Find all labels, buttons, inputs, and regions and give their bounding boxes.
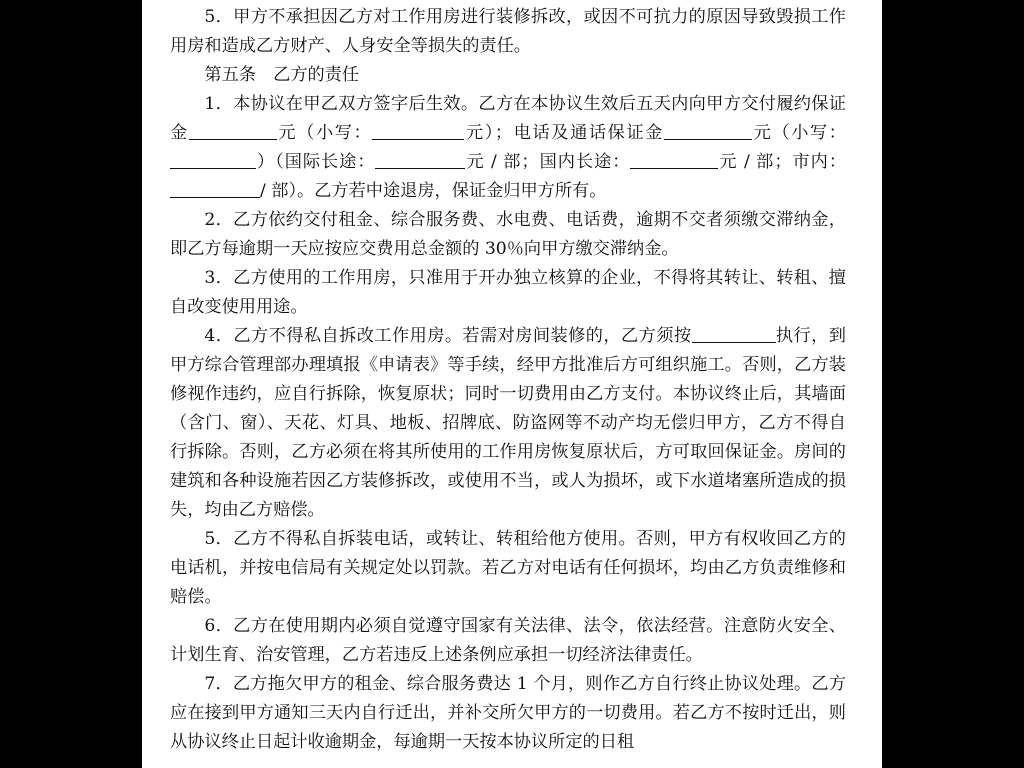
blank-field-procedure: [692, 325, 776, 343]
clause-b-2: 2．乙方依约交付租金、综合服务费、水电费、电话费，逾期不交者须缴交滞纳金，即乙方每逾期一天应按应交费用总金额的 30％向甲方缴交滞纳金。: [170, 210, 846, 259]
clause-b-4: [170, 322, 846, 525]
blank-field-local: [170, 180, 260, 198]
clause-b-4-text-2: 执行，到甲方综合管理部办理填报《申请表》等手续，经甲方批准后方可组织施工。否则，乙方装修视作违约，应自行拆除，恢复原状；同时一切费用由乙方支付。本协议终止后，其墙面（含门、窗）、天花、灯具、地板、招牌底、防盗网等不动产均无偿归甲方，乙方不得自行拆除。否则，乙方必须在将其所使用的工作用房恢复原状后，方可取回保证金。房间的建筑和各种设施若因乙方装修拆改，或使用不当，或人为损坏，或下水道堵塞所造成的损失，均由乙方赔偿。: [170, 326, 846, 520]
clause-b-5: 5．乙方不得私自拆装电话，或转让、转租给他方使用。否则，甲方有权收回乙方的电话机，并按电信局有关规定处以罚款。若乙方对电话有任何损坏，均由乙方负责维修和赔偿。: [170, 529, 846, 607]
clause-b-1-text-5: ）（国际长途：: [256, 152, 376, 172]
blank-field-domestic: [630, 151, 718, 169]
clause-b-1-text-4: 元（小写：: [752, 123, 846, 143]
clause-b-1: [170, 90, 846, 206]
clause-b-1-text-7: 元 / 部；市内：: [718, 152, 847, 172]
clause-b-3: 3．乙方使用的工作用房，只准用于开办独立核算的企业，不得将其转让、转租、擅自改变使用用途。: [170, 268, 846, 317]
clause-b-1-text-8: / 部）。乙方若中途退房，保证金归甲方所有。: [260, 181, 607, 201]
document-body: [170, 3, 846, 757]
blank-field-deposit: [189, 122, 277, 140]
clause-b-6: 6．乙方在使用期内必须自觉遵守国家有关法律、法令，依法经营。注意防火安全、计划生育、治安管理，乙方若违反上述条例应承担一切经济法律责任。: [170, 616, 846, 665]
clause-b-1-text-6: 元 / 部；国内长途：: [465, 152, 631, 172]
clause-b-4-text-1: 4．乙方不得私自拆改工作用房。若需对房间装修的，乙方须按: [204, 326, 692, 346]
document-page: [142, 0, 882, 768]
clause-a-5: 5．甲方不承担因乙方对工作用房进行装修拆改，或因不可抗力的原因导致毁损工作用房和造成乙方财产、人身安全等损失的责任。: [170, 7, 846, 56]
blank-field-international: [375, 151, 465, 169]
section-heading-5: 第五条 乙方的责任: [204, 65, 360, 85]
blank-field-deposit-lower: [372, 122, 464, 140]
blank-field-phone-deposit: [664, 122, 752, 140]
clause-b-1-text-2: 元（小写：: [276, 123, 373, 143]
blank-field-phone-deposit-lower: [170, 151, 256, 169]
clause-b-7: 7．乙方拖欠甲方的租金、综合服务费达 1 个月，则作乙方自行终止协议处理。乙方应在接到甲方通知三天内自行迁出，并补交所欠甲方的一切费用。若乙方不按时迁出，则从协议终止日起计收逾期金，每逾期一天按本协议所定的日租: [170, 674, 846, 752]
clause-b-1-text-3: 元）；电话及通话保证金: [464, 123, 665, 143]
clause-b-1-text-1: 1．本协议在甲乙双方签字后生效。乙方在本协议生效后五天内向甲方交付履约保证金: [170, 94, 846, 143]
